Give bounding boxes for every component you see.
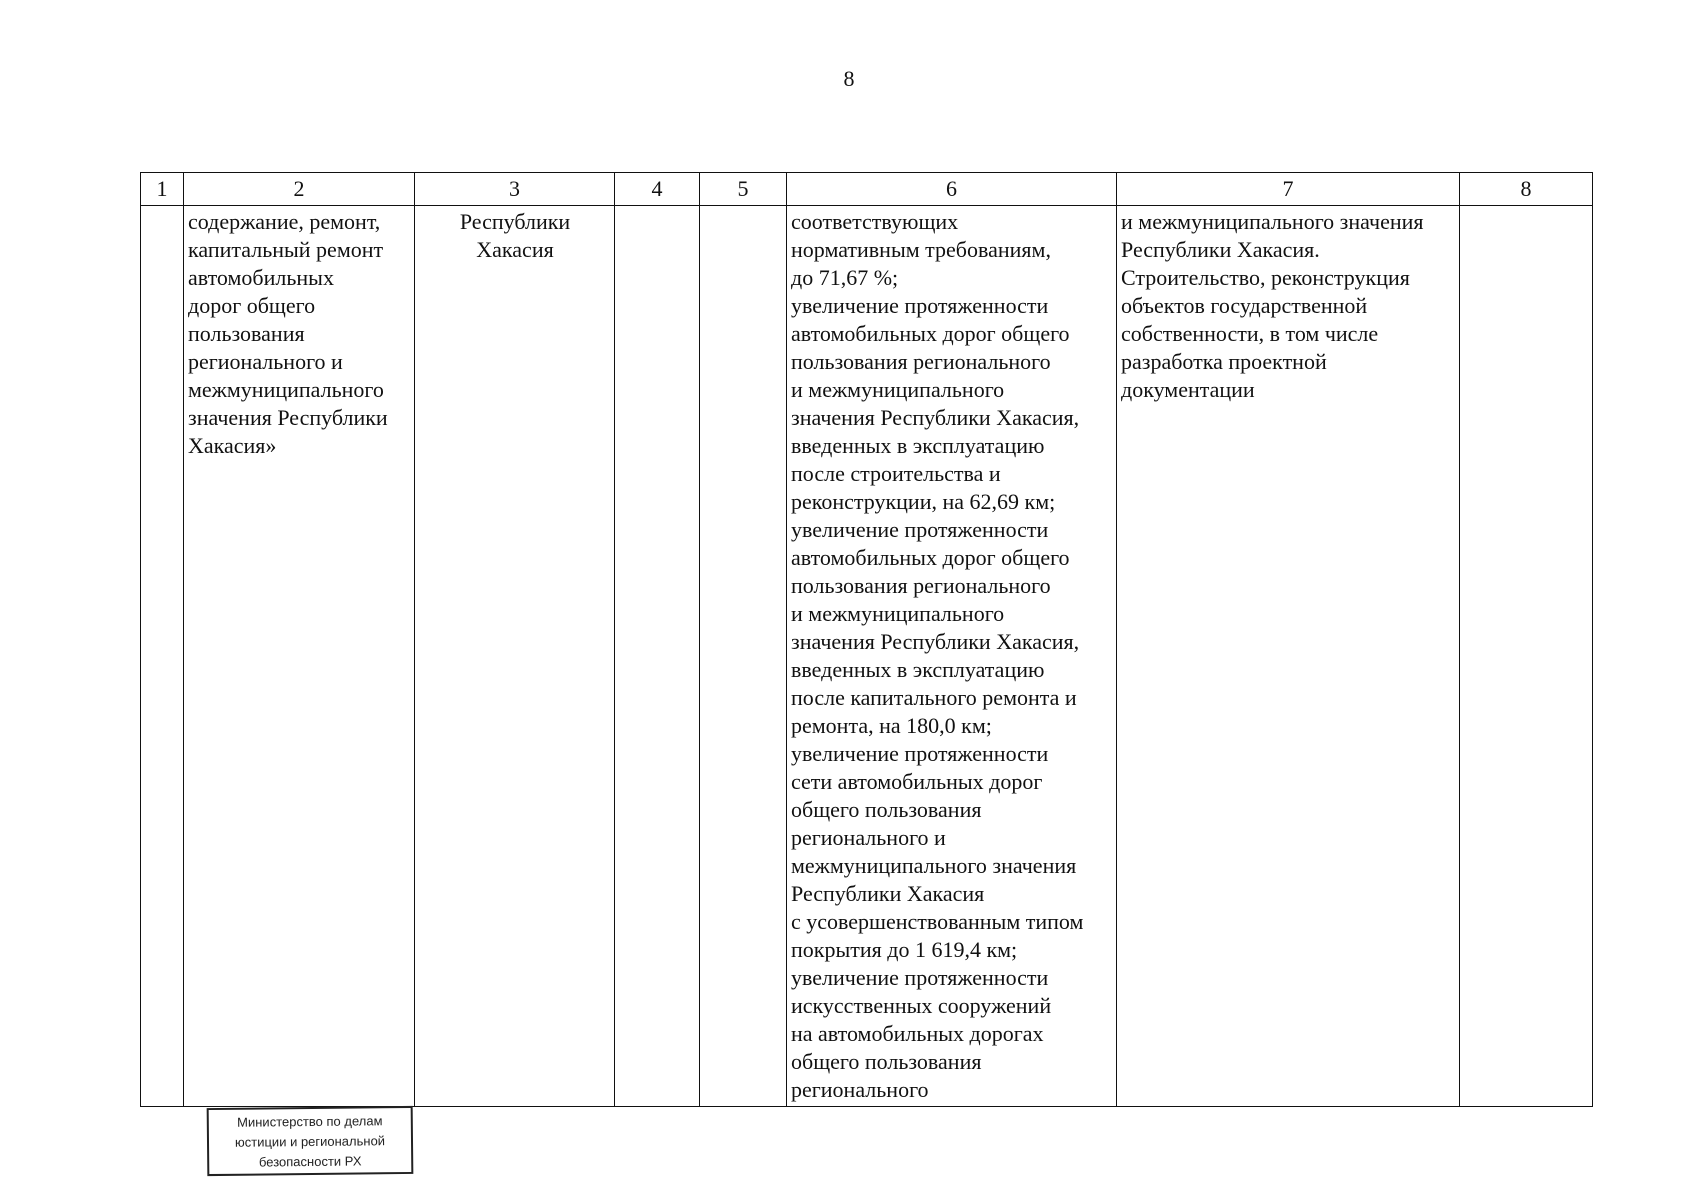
column-header-7: 7 xyxy=(1117,173,1460,206)
cell-col-8 xyxy=(1460,206,1593,1107)
column-header-1: 1 xyxy=(141,173,184,206)
column-header-3: 3 xyxy=(415,173,615,206)
cell-col-4 xyxy=(615,206,700,1107)
table-row xyxy=(141,206,1593,1107)
ministry-stamp xyxy=(207,1106,414,1176)
cell-col-3 xyxy=(415,206,615,1107)
page-number: 8 xyxy=(843,66,855,91)
column-header-6: 6 xyxy=(787,173,1117,206)
column-header-4: 4 xyxy=(615,173,700,206)
cell-col-2 xyxy=(184,206,415,1107)
column-header-2: 2 xyxy=(184,173,415,206)
cell-measures-text: и межмуниципального значения Республики Хакасия. Строительство, реконструкция объектов государственной собственности, в том числе разработка проектной документации xyxy=(1121,209,1424,402)
column-header-8: 8 xyxy=(1460,173,1593,206)
header-row xyxy=(141,173,1593,206)
cell-executor-text: Республики Хакасия xyxy=(459,209,571,262)
program-table xyxy=(140,172,1593,1107)
cell-task-text: содержание, ремонт, капитальный ремонт автомобильных дорог общего пользования регионального и межмуниципального значения Республики Хакасия» xyxy=(188,209,388,458)
column-header-5: 5 xyxy=(700,173,787,206)
cell-results-text: соответствующих нормативным требованиям, до 71,67 %; увеличение протяженности автомобильных дорог общего пользования регионального и межмуниципального значения Республики Хакасия, введенных в эксплуатацию после строительства и реконструкции, на 62,69 км; увеличение протяженности автомобильных дорог общего пользования регионального и межмуниципального значения Республики Хакасия, введенных в эксплуатацию после капитального ремонта и ремонта, на 180,0 км; увеличение протяженности сети автомобильных дорог общего пользования регионального и межмуниципального значения Республики Хакасия с усовершенствованным типом покрытия до 1 619,4 км; увеличение протяженности искусственных сооружений на автомобильных дорогах общего пользования регионального xyxy=(791,209,1084,1102)
cell-col-6 xyxy=(787,206,1117,1107)
stamp-line-2: юстиции и региональной xyxy=(234,1133,386,1150)
cell-col-1 xyxy=(141,206,184,1107)
cell-col-5 xyxy=(700,206,787,1107)
stamp-line-1: Министерство по делам xyxy=(237,1113,383,1130)
stamp-line-3: безопасности РХ xyxy=(258,1153,362,1170)
cell-col-7 xyxy=(1117,206,1460,1107)
